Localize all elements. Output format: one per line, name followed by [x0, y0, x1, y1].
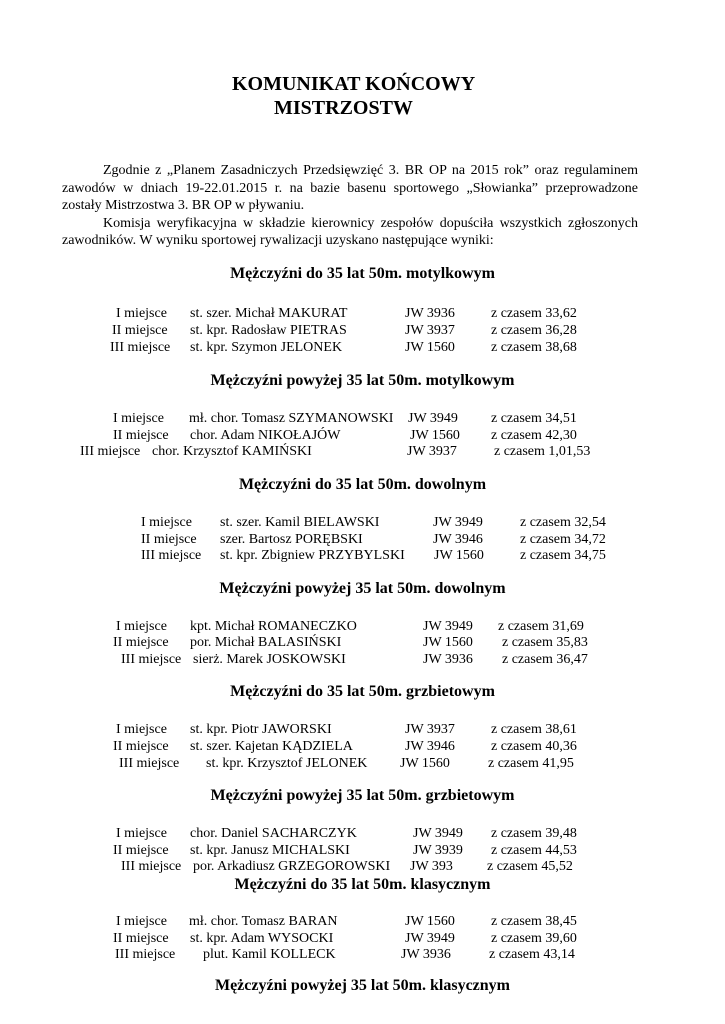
result-time: z czasem 34,51	[491, 411, 577, 426]
result-place: I miejsce	[116, 722, 167, 737]
result-time: z czasem 43,14	[489, 947, 575, 962]
result-name: st. kpr. Adam WYSOCKI	[190, 931, 334, 946]
result-name: sierż. Marek JOSKOWSKI	[193, 652, 346, 667]
result-time: z czasem 31,69	[498, 619, 584, 634]
result-time: z czasem 42,30	[491, 428, 577, 443]
result-unit: JW 3946	[433, 532, 483, 547]
result-unit: JW 1560	[434, 548, 484, 563]
result-name: mł. chor. Tomasz SZYMANOWSKI	[189, 411, 394, 426]
result-unit: JW 3937	[407, 444, 457, 459]
result-time: z czasem 45,52	[487, 859, 573, 874]
result-time: z czasem 41,95	[488, 756, 574, 771]
result-name: st. kpr. Piotr JAWORSKI	[190, 722, 332, 737]
result-time: z czasem 38,45	[491, 914, 577, 929]
result-place: III miejsce	[115, 947, 176, 962]
result-time: z czasem 39,48	[491, 826, 577, 841]
result-name: st. szer. Kajetan KĄDZIELA	[190, 739, 353, 754]
result-place: III miejsce	[119, 756, 180, 771]
document-title-line2: MISTRZOSTW	[274, 97, 413, 119]
result-place: I miejsce	[116, 619, 167, 634]
intro-paragraph: Komisja weryfikacyjna w składzie kierownicy zespołów dopuściła wszystkich zgłoszonych zawodników. W wyniku sportowej rywalizacji uzyskano następujące wyniki:	[62, 215, 638, 248]
result-name: plut. Kamil KOLLECK	[203, 947, 336, 962]
result-time: z czasem 36,28	[491, 323, 577, 338]
result-unit: JW 393	[410, 859, 453, 874]
result-name: st. kpr. Szymon JELONEK	[190, 340, 343, 355]
result-place: II miejsce	[113, 931, 169, 946]
result-unit: JW 1560	[405, 340, 455, 355]
result-name: por. Michał BALASIŃSKI	[190, 635, 342, 650]
intro-paragraph: Zgodnie z „Planem Zasadniczych Przedsięwzięć 3. BR OP na 2015 rok” oraz regulaminem zawodów w dniach 19-22.01.2015 r. na bazie basenu sportowego „Słowianka” przeprowadzone zostały Mistrzostwa 3. BR OP w pływaniu.	[62, 163, 638, 213]
section-heading: Mężczyźni do 35 lat 50m. klasycznym	[234, 876, 491, 893]
result-place: III miejsce	[80, 444, 141, 459]
result-place: I miejsce	[116, 914, 167, 929]
result-place: I miejsce	[141, 515, 192, 530]
result-unit: JW 3936	[423, 652, 473, 667]
result-time: z czasem 32,54	[520, 515, 606, 530]
section-heading: Mężczyźni powyżej 35 lat 50m. grzbietowym	[210, 787, 515, 804]
result-place: III miejsce	[141, 548, 202, 563]
result-place: I miejsce	[113, 411, 164, 426]
section-heading: Mężczyźni do 35 lat 50m. motylkowym	[230, 265, 495, 282]
section-heading: Mężczyźni powyżej 35 lat 50m. dowolnym	[219, 580, 506, 597]
result-unit: JW 3937	[405, 323, 455, 338]
result-unit: JW 3936	[405, 306, 455, 321]
result-time: z czasem 36,47	[502, 652, 588, 667]
result-time: z czasem 44,53	[491, 843, 577, 858]
section-heading: Mężczyźni powyżej 35 lat 50m. motylkowym	[210, 372, 515, 389]
result-place: II miejsce	[113, 739, 169, 754]
intro-text	[62, 162, 638, 250]
result-unit: JW 1560	[405, 914, 455, 929]
section-heading: Mężczyźni do 35 lat 50m. dowolnym	[238, 476, 487, 493]
result-unit: JW 3937	[405, 722, 455, 737]
result-time: z czasem 39,60	[491, 931, 577, 946]
result-unit: JW 3939	[413, 843, 463, 858]
result-place: II miejsce	[141, 532, 197, 547]
result-time: z czasem 35,83	[502, 635, 588, 650]
result-time: z czasem 38,68	[491, 340, 577, 355]
result-unit: JW 1560	[400, 756, 450, 771]
result-name: chor. Daniel SACHARCZYK	[190, 826, 357, 841]
result-place: II miejsce	[113, 428, 169, 443]
document-title: KOMUNIKAT KOŃCOWY	[232, 73, 476, 95]
result-unit: JW 3949	[408, 411, 458, 426]
section-heading: Mężczyźni do 35 lat 50m. grzbietowym	[230, 683, 495, 700]
result-name: chor. Krzysztof KAMIŃSKI	[152, 444, 312, 459]
result-time: z czasem 33,62	[491, 306, 577, 321]
result-unit: JW 1560	[410, 428, 460, 443]
result-place: II miejsce	[112, 323, 168, 338]
result-place: III miejsce	[110, 340, 171, 355]
result-unit: JW 3949	[433, 515, 483, 530]
section-heading: Mężczyźni powyżej 35 lat 50m. klasycznym	[214, 977, 511, 994]
result-place: III miejsce	[121, 652, 182, 667]
result-unit: JW 3949	[423, 619, 473, 634]
result-name: st. kpr. Krzysztof JELONEK	[206, 756, 368, 771]
result-place: II miejsce	[113, 843, 169, 858]
result-unit: JW 1560	[423, 635, 473, 650]
result-name: mł. chor. Tomasz BARAN	[189, 914, 338, 929]
result-unit: JW 3949	[413, 826, 463, 841]
result-time: z czasem 38,61	[491, 722, 577, 737]
result-name: szer. Bartosz PORĘBSKI	[220, 532, 363, 547]
result-name: st. szer. Kamil BIELAWSKI	[220, 515, 380, 530]
result-time: z czasem 34,75	[520, 548, 606, 563]
result-place: II miejsce	[113, 635, 169, 650]
result-unit: JW 3936	[401, 947, 451, 962]
result-name: por. Arkadiusz GRZEGOROWSKI	[193, 859, 391, 874]
result-place: III miejsce	[121, 859, 182, 874]
result-time: z czasem 40,36	[491, 739, 577, 754]
result-name: st. kpr. Zbigniew PRZYBYLSKI	[220, 548, 405, 563]
result-unit: JW 3946	[405, 739, 455, 754]
result-name: st. kpr. Janusz MICHALSKI	[190, 843, 350, 858]
result-place: I miejsce	[116, 826, 167, 841]
result-name: chor. Adam NIKOŁAJÓW	[190, 428, 341, 443]
result-unit: JW 3949	[405, 931, 455, 946]
result-name: st. kpr. Radosław PIETRAS	[190, 323, 347, 338]
result-name: st. szer. Michał MAKURAT	[190, 306, 348, 321]
result-time: z czasem 34,72	[520, 532, 606, 547]
result-time: z czasem 1,01,53	[494, 444, 591, 459]
result-place: I miejsce	[116, 306, 167, 321]
result-name: kpt. Michał ROMANECZKO	[190, 619, 357, 634]
